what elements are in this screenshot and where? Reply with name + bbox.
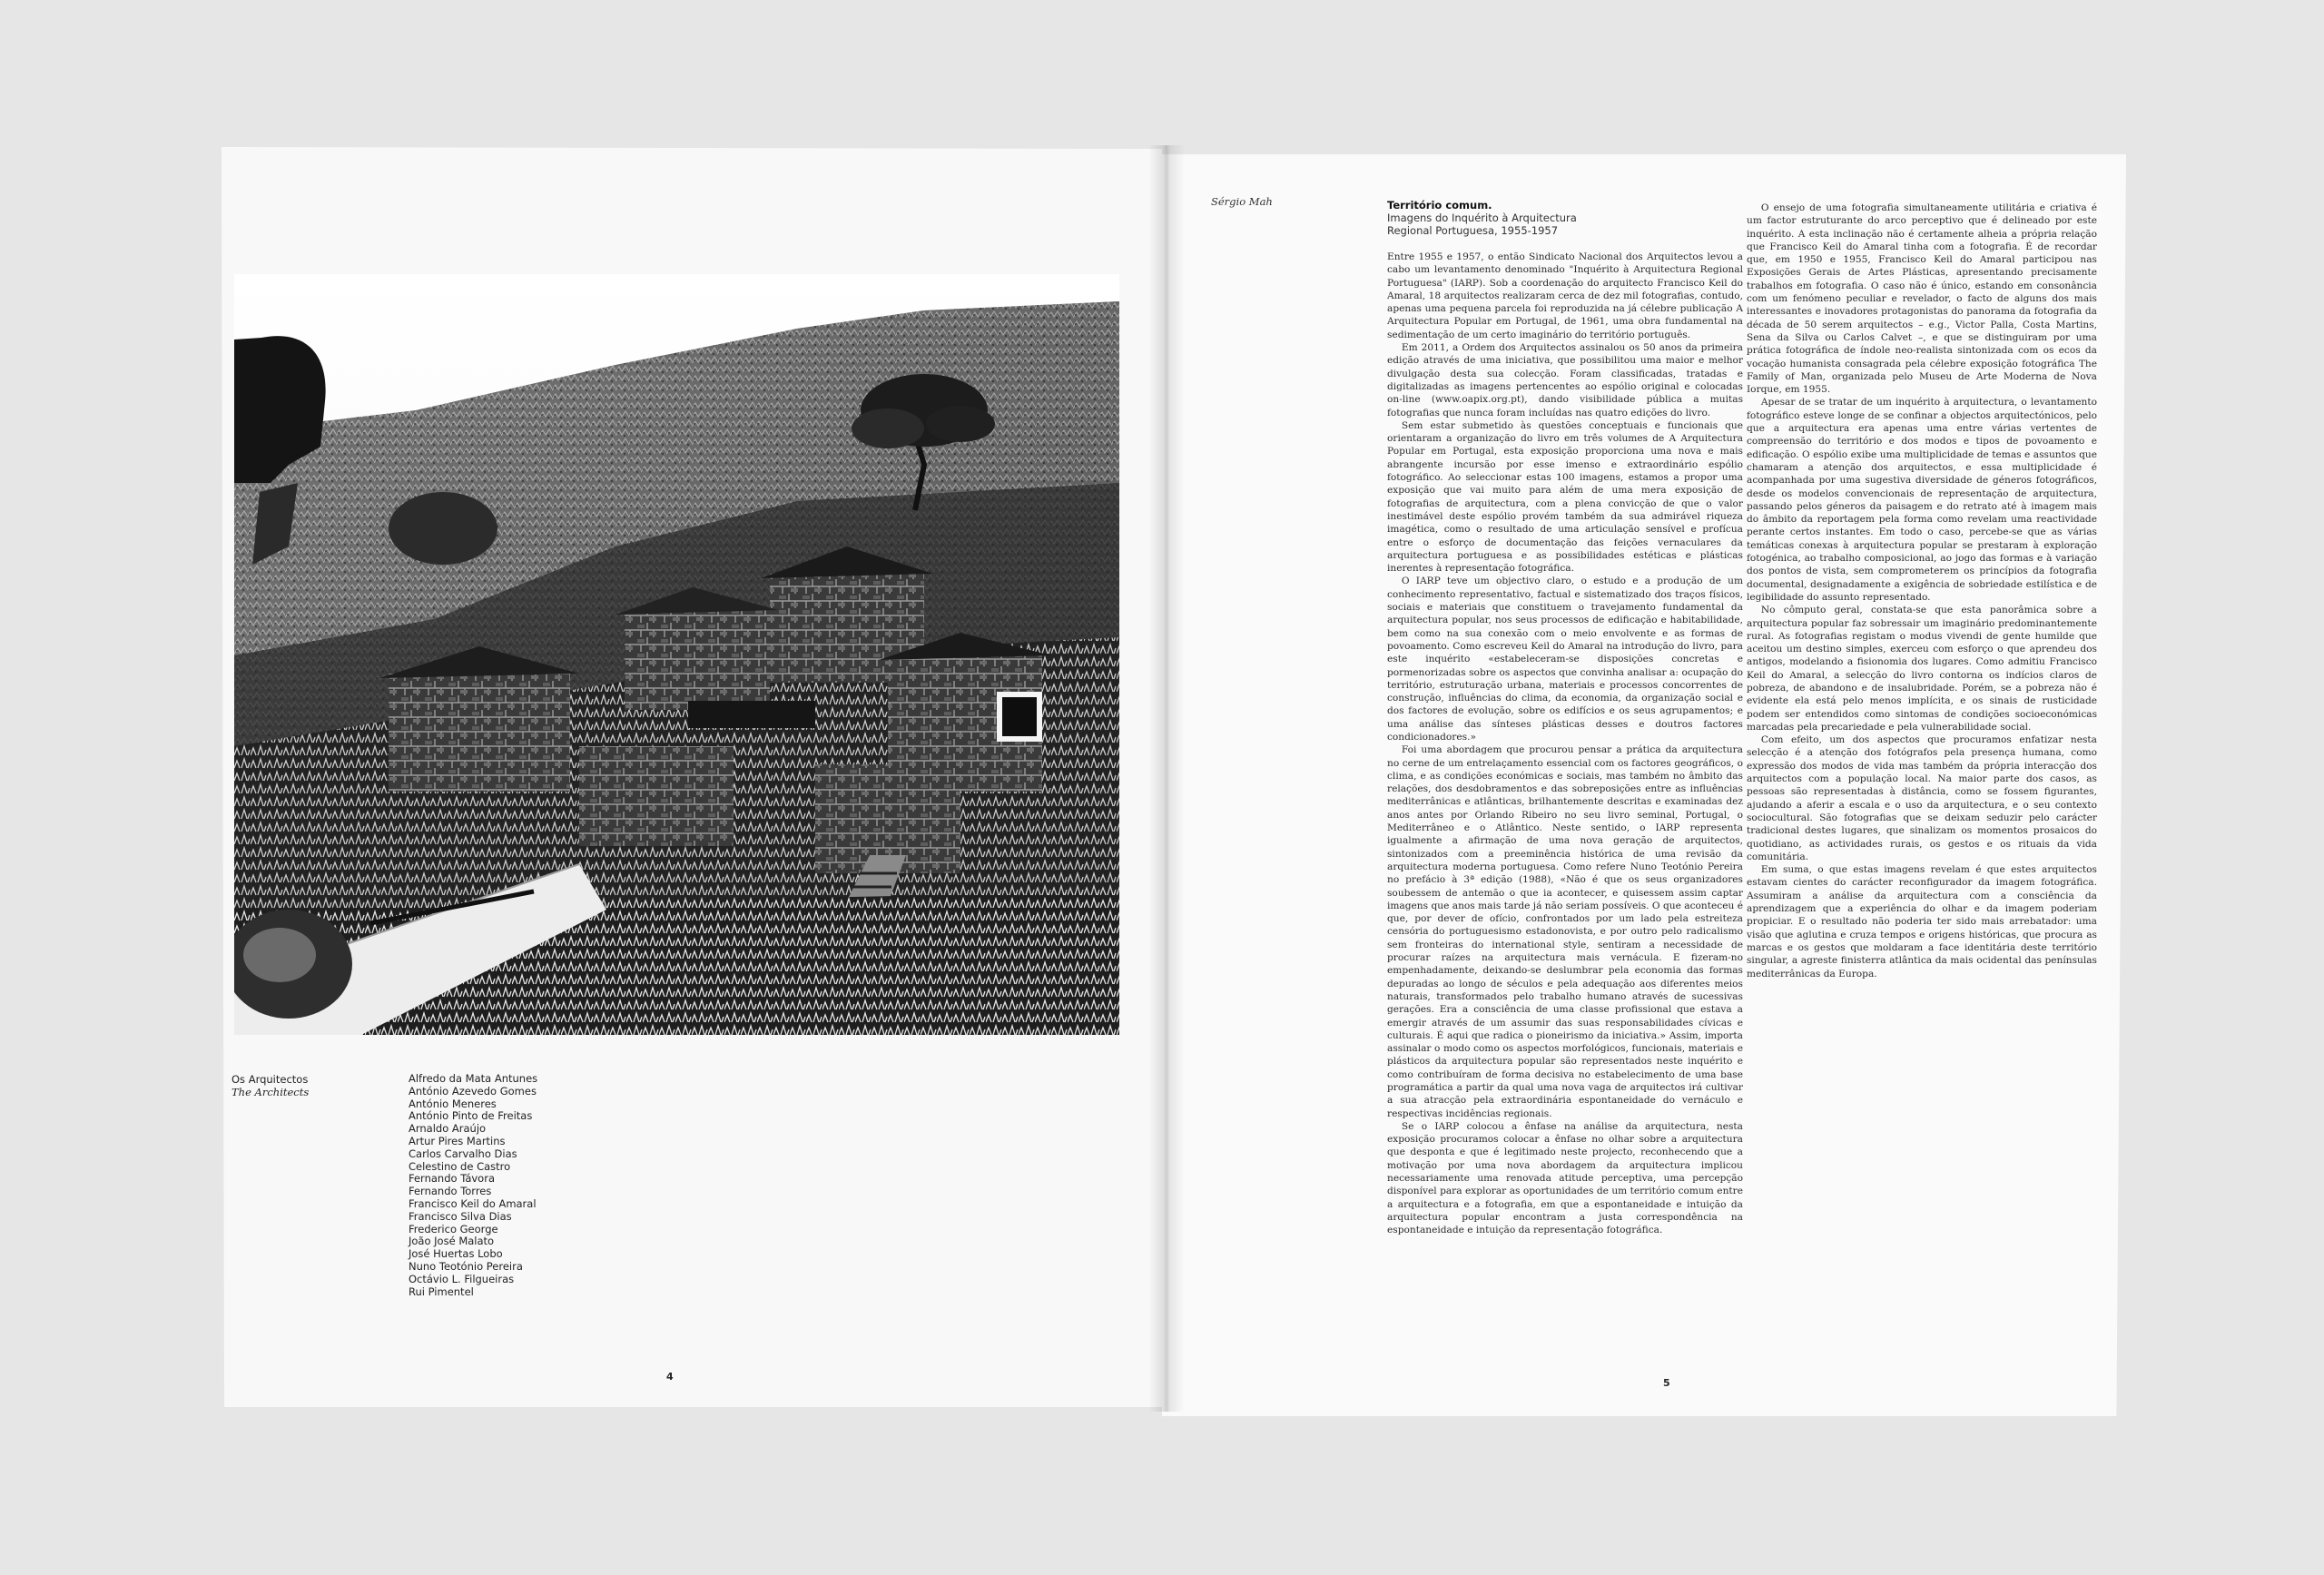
- page-number-left: 4: [666, 1371, 674, 1383]
- paragraph: O ensejo de uma fotografia simultaneamente utilitária e criativa é um factor estruturante do arco perceptivo que é delineado por este inquérito. A esta inclinação não é certamente alheia a própria relação que Francisco Keil do Amaral tinha com a fotografia. É de recordar que, em 1950 e 1955, Francisco Keil do Amaral participou nas Exposições Gerais de Artes Plásticas, apresentando precisamente trabalhos em fotografia. O caso não é único, estando em consonância com um fenómeno peculiar e revelador, o facto de alguns dos mais interessantes e inovadores protagonistas do panorama da fotografia da década de 50 serem arquitectos – e.g., Victor Palla, Costa Martins, Sena da Silva ou Carlos Calvet –, e que se distinguiram por uma prática fotográfica de índole neo-realista sintonizada com os ecos da vocação humanista consagrada pela célebre exposição fotográfica The Family of Man, organizada pelo Museu de Arte Moderna de Nova Iorque, em 1955.: [1747, 202, 2097, 396]
- article-heading: [1387, 199, 1577, 237]
- list-item: Octávio L. Filgueiras: [409, 1272, 515, 1285]
- list-item: Arnaldo Araújo: [409, 1122, 487, 1136]
- list-item: Nuno Teotónio Pereira: [409, 1259, 523, 1273]
- paragraph: Com efeito, um dos aspectos que procuramos enfatizar nesta selecção é a atenção dos fotógrafos pela presença humana, como expressão dos modos de vida mas também da própria interacção dos arquitectos com a população local. Na maior parte dos casos, as pessoas são representadas à distância, como se fossem figurantes, ajudando a aferir a escala e o uso da arquitectura, e o seu contexto sociocultural. São fotografias que se deixam seduzir pelo carácter tradicional destes lugares, que sinalizam os momentos prosaicos do quotidiano, as actividades rurais, os gestos e os rituais da vida comunitária.: [1747, 734, 2097, 862]
- list-item: Celestino de Castro: [409, 1159, 511, 1173]
- paragraph: Se o IARP colocou a ênfase na análise da arquitectura, nesta exposição procuramos colocar a ênfase no olhar sobre a arquitectura que desponta e que é legitimado neste projecto, reconhecendo que a motivação por uma nova abordagem da arquitectura implicou necessariamente uma renovada atitude perceptiva, uma percepção disponível para explorar as oportunidades de um território comum entre a arquitectura e a fotografia, em que a espontaneidade e intuição da arquitectura popular encontram a justa correspondência na espontaneidade e intuição da representação fotográfica.: [1387, 1120, 1743, 1236]
- paragraph: Em 2011, a Ordem dos Arquitectos assinalou os 50 anos da primeira edição através de uma iniciativa, que possibilitou uma maior e melhor divulgação desta sua colecção. Foram classificadas, tratadas e digitalizadas as imagens pertencentes ao espólio original e colocadas on-line (www.oapix.org.pt), dando visibilidade pública a muitas fotografias que nunca foram incluídas nas quatro edições do livro.: [1387, 342, 1743, 418]
- text-column-1: [1387, 251, 1743, 1237]
- paragraph: Foi uma abordagem que procurou pensar a prática da arquitectura no cerne de um entrelaçamento essencial com os factores geográficos, o clima, e as condições económicas e sociais, mas também no âmbito das relações, dos desdobramentos e das sobreposições entre as influências mediterrânicas e atlânticas, brilhantemente descritas e examinadas dez anos antes por Orlando Ribeiro no seu livro seminal, Portugal, o Mediterrâneo e o Atlântico. Neste sentido, o IARP representa igualmente a afirmação de uma nova geração de arquitectos, sintonizados com a preeminência histórica de uma revisão da arquitectura moderna portuguesa. Como refere Nuno Teotónio Pereira no prefácio à 3ª edição (1988), «Não é que os seus organizadores soubessem de antemão o que ia acontecer, e quisessem assim captar imagens que anos mais tarde já não seriam possíveis. O que aconteceu é que, por dever de ofício, confrontados por um lado pela estreiteza censória do portuguesismo estadonovista, e por outro pelo radicalismo sem fronteiras do international style, sentiram a necessidade de procurar raízes na arquitectura mais vernácula. E fizeram-no empenhadamente, deixando-se deslumbrar pela economia das formas depuradas ao longo de séculos e pela adequação aos diferentes meios naturais, transformados pelo trabalho humano através de sucessivas gerações. Era a consciência de uma classe profissional que estava a emergir através de um assumir das suas responsabilidades cívicas e culturais. É aqui que radica o pioneirismo da iniciativa.» Assim, importa assinalar o modo como os aspectos morfológicos, funcionais, materiais e plásticos da arquitectura popular são representados neste inquérito e como contribuíram de forma decisiva no estabelecimento de uma base programática a partir da qual uma nova vaga de arquitectos irá cultivar a sua atracção pela extraordinária espontaneidade do vernáculo e respectivas incidências regionais.: [1387, 744, 1743, 1119]
- photo-illustration: [234, 274, 1119, 1035]
- list-item: António Pinto de Freitas: [409, 1109, 533, 1123]
- village-photograph: [234, 274, 1119, 1035]
- list-item: Artur Pires Martins: [409, 1134, 506, 1147]
- list-item: José Huertas Lobo: [409, 1247, 503, 1261]
- paragraph: No cômputo geral, constata-se que esta panorâmica sobre a arquitectura popular faz sobressair um imaginário predominantemente rural. As fotografias registam o modus vivendi de gente humilde que aceitou um destino simples, exerceu com esforço o que aprendeu dos antigos, modelando a fisionomia dos lugares. Como admitiu Francisco Keil do Amaral, a selecção do livro contorna os indícios claros de pobreza, de abandono e de insalubridade. Porém, se a pobreza não é evidente ela está pelo menos implícita, e os sinais de rusticidade podem ser entendidos como sintomas de condições socioeconómicas marcadas pela precariedade e pela vulnerabilidade social.: [1747, 605, 2097, 733]
- list-item: António Meneres: [409, 1097, 497, 1110]
- list-item: Frederico George: [409, 1222, 498, 1235]
- paragraph: Sem estar submetido às questões conceptuais e funcionais que orientaram a organização do livro em três volumes de A Arquitectura Popular em Portugal, esta exposição proporciona uma nova e mais abrangente incursão por esse imenso e extraordinário espólio fotográfico. Ao seleccionar estas 100 imagens, estamos a propor uma exposição que vai muito para além de uma mera exposição de fotografias de arquitectura, com a plena convicção de que o valor inestimável deste espólio provém também da sua admirável riqueza imagética, como o resultado de uma articulação sensível e profícua entre o esforço de documentação das feições vernaculares da arquitectura portuguesa e as possibilidades estéticas e plásticas inerentes à representação fotográfica.: [1387, 419, 1743, 575]
- list-item: João José Malato: [409, 1235, 495, 1248]
- list-item: Rui Pimentel: [409, 1285, 474, 1298]
- paragraph: Entre 1955 e 1957, o então Sindicato Nacional dos Arquitectos levou a cabo um levantamento denominado "Inquérito à Arquitectura Regional Portuguesa" (IARP). Sob a coordenação do arquitecto Francisco Keil do Amaral, 18 arquitectos realizaram cerca de dez mil fotografias, contudo, apenas uma pequena parcela foi reproduzida na já célebre publicação A Arquitectura Popular em Portugal, de 1961, uma obra fundamental na sedimentação de um certo imaginário do território português.: [1387, 251, 1743, 340]
- list-item: Francisco Keil do Amaral: [409, 1196, 537, 1210]
- architects-list: [409, 1073, 537, 1298]
- caption-title: Os Arquitectos: [231, 1073, 309, 1086]
- list-item: Carlos Carvalho Dias: [409, 1147, 517, 1160]
- article-subtitle-line-1: Imagens do Inquérito à Arquitectura: [1387, 212, 1577, 224]
- spine-gutter: [1148, 145, 1185, 1412]
- caption-subtitle: The Architects: [231, 1086, 310, 1098]
- list-item: Francisco Silva Dias: [409, 1209, 512, 1223]
- list-item: Fernando Távora: [409, 1172, 495, 1186]
- article-author: Sérgio Mah: [1211, 195, 1273, 208]
- article-subtitle-line-2: Regional Portuguesa, 1955-1957: [1387, 224, 1559, 237]
- list-item: Alfredo da Mata Antunes: [409, 1072, 538, 1085]
- paragraph: Apesar de se tratar de um inquérito à arquitectura, o levantamento fotográfico esteve longe de se confinar a objectos arquitectónicos, pelo que a arquitectura era apenas uma entre várias vertentes de compreensão do território e dos modos e tipos de povoamento e edificação. O espólio exibe uma multiplicidade de temas e assuntos que chamaram a atenção dos arquitectos, e essa multiplicidade é acompanhada por uma sugestiva diversidade de géneros fotográficos, desde os modelos convencionais de representação de arquitectura, passando pelos géneros da paisagem e do retrato até à imagem mais do âmbito da reportagem pela forma como revelam uma reactividade perante certos instantes. Em todo o caso, percebe-se que as várias temáticas conexas à arquitectura popular se prestaram à exploração fotogénica, ao trabalho composicional, ao jogo das formas e à variação dos pontos de vista, sem comprometerem os princípios da fotografia documental, designadamente a exigência de sobriedade estilística e de legibilidade do assunto representado.: [1747, 397, 2097, 603]
- photo-caption: [231, 1073, 309, 1098]
- paragraph: Em suma, o que estas imagens revelam é que estes arquitectos estavam cientes do carácter reconfigurador da imagem fotográfica. Assumiram a análise da arquitectura com a consciência da aprendizagem que a experiência do olhar e da imagem poderiam propiciar. E o resultado não poderia ter sido mais arrebatador: uma visão que aglutina e cruza tempos e origens históricas, que procura as marcas e os gestos que moldaram a face identitária deste território singular, a agreste finisterra atlântica da mais ocidental das penínsulas mediterrânicas da Europa.: [1747, 864, 2097, 979]
- list-item: Fernando Torres: [409, 1185, 492, 1198]
- article-title: Território comum.: [1387, 199, 1492, 212]
- text-column-2: [1747, 202, 2097, 980]
- list-item: António Azevedo Gomes: [409, 1084, 537, 1098]
- page-number-right: 5: [1663, 1377, 1670, 1389]
- paragraph: O IARP teve um objectivo claro, o estudo e a produção de um conhecimento representativo, factual e sistematizado dos traços físicos, sociais e materiais que constituem o travejamento fundamental da arquitectura popular, nos seus processos de edificação e habitabilidade, bem como na sua conexão com o meio envolvente e as formas de povoamento. Como escreveu Keil do Amaral na introdução do livro, para este inquérito «estabeleceram-se disposições concretas e pormenorizadas sobre os aspectos que convinha analisar a: ocupação do território, estruturação urbana, materiais e processos concorrentes de construção, influências do clima, da economia, da organização social e dos factores de evolução, sobre os edifícios e os seus agrupamentos; e uma análise das sínteses plásticas desses e doutros factores condicionadores.»: [1387, 576, 1743, 743]
